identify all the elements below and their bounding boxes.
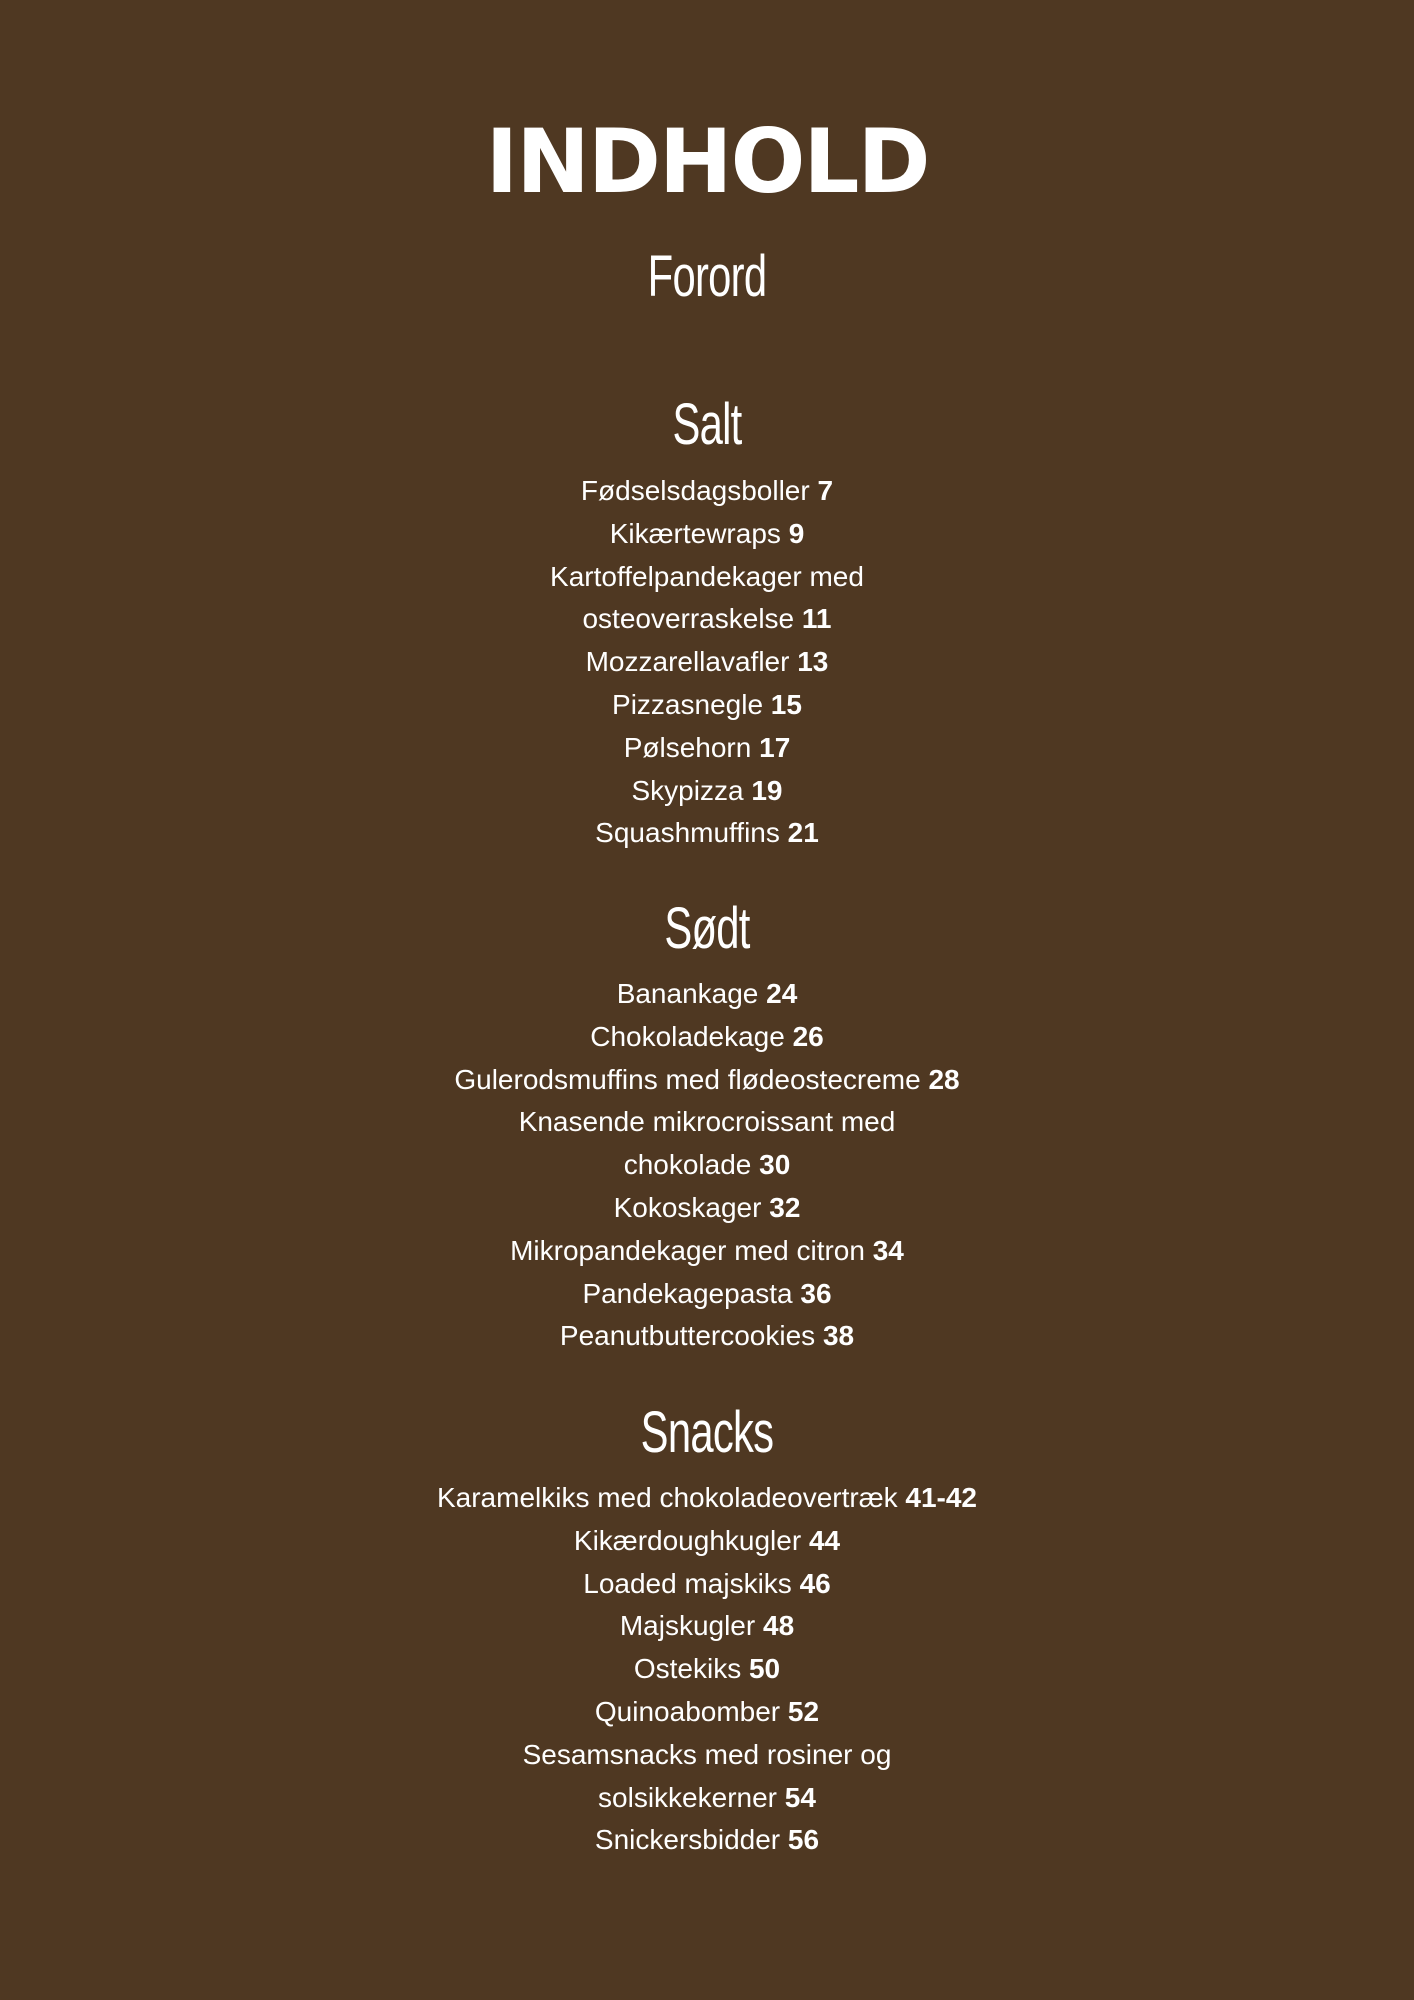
page-number: 32 [769, 1191, 801, 1223]
toc-entry-line [0, 1187, 1414, 1230]
section-heading-salt: Salt [672, 392, 742, 457]
recipe-title: chokolade [623, 1149, 752, 1181]
recipe-title: Majskugler [619, 1610, 756, 1642]
recipe-title: Sesamsnacks med rosiner og [522, 1738, 892, 1770]
toc-entry-line [0, 1520, 1414, 1563]
toc-entry-line [0, 1777, 1414, 1820]
snacks-recipe-list [0, 1477, 1414, 1862]
page-number: 54 [784, 1781, 816, 1813]
recipe-title: Pandekagepasta [582, 1277, 793, 1309]
toc-entry-line [0, 1691, 1414, 1734]
toc-entry-line [0, 1101, 1414, 1144]
page-number: 56 [787, 1824, 820, 1856]
toc-entry-line [0, 1477, 1414, 1520]
page-number: 17 [759, 731, 791, 763]
page-number: 41-42 [905, 1482, 978, 1513]
recipe-title: Peanutbuttercookies [559, 1320, 816, 1352]
recipe-title: Kikærdoughkugler [573, 1524, 802, 1556]
page-number: 38 [822, 1320, 855, 1352]
section-heading-snacks: Snacks [640, 1400, 774, 1465]
page-number: 13 [797, 646, 829, 678]
page-number: 19 [751, 774, 783, 806]
recipe-title: Mozzarellavafler [585, 646, 790, 678]
toc-entry-line [0, 1563, 1414, 1606]
toc-entry-line [0, 1230, 1414, 1273]
page-number: 52 [787, 1695, 820, 1727]
toc-entry-line [0, 556, 1414, 599]
recipe-title: Loaded majskiks [583, 1567, 792, 1599]
toc-entry-line [0, 1605, 1414, 1648]
page-number: 48 [763, 1610, 795, 1642]
recipe-title: Kartoffelpandekager med [550, 560, 864, 592]
page-number: 15 [770, 688, 802, 720]
toc-entry-line [0, 1273, 1414, 1316]
recipe-title: Ostekiks [633, 1653, 742, 1685]
page-number: 44 [808, 1524, 841, 1556]
toc-entry-line [0, 1315, 1414, 1358]
recipe-title: Chokoladekage [590, 1020, 785, 1052]
recipe-title: Snickersbidder [594, 1824, 781, 1856]
toc-entry-line [0, 1144, 1414, 1187]
page-number: 36 [800, 1277, 832, 1309]
sodt-recipe-list [0, 973, 1414, 1358]
toc-entry-line [0, 812, 1414, 855]
recipe-title: Squashmuffins [595, 817, 780, 849]
page-number: 34 [872, 1234, 904, 1266]
toc-entry-line [0, 1648, 1414, 1691]
page-title: INDHOLD [485, 110, 929, 213]
page-number: 28 [928, 1063, 960, 1095]
recipe-title: solsikkekerner [598, 1781, 777, 1813]
recipe-title: Kokoskager [613, 1191, 762, 1223]
toc-entry-line [0, 727, 1414, 770]
toc-entry-line [0, 1016, 1414, 1059]
page-number: 26 [792, 1020, 824, 1052]
recipe-title: Pølsehorn [623, 731, 752, 763]
salt-recipe-list [0, 470, 1414, 855]
page-number: 21 [787, 817, 819, 849]
page-number: 46 [799, 1567, 831, 1599]
toc-entry-line [0, 641, 1414, 684]
page-number: 30 [759, 1149, 791, 1181]
toc-entry-line [0, 1734, 1414, 1777]
recipe-title: Gulerodsmuffins med flødeostecreme [454, 1063, 921, 1095]
toc-entry-line [0, 513, 1414, 556]
toc-entry-line [0, 598, 1414, 641]
section-heading-forord: Forord [647, 244, 767, 309]
recipe-title: Kikærtewraps [609, 517, 781, 549]
toc-entry-line [0, 1819, 1414, 1862]
recipe-title: osteoverraskelse [582, 603, 795, 635]
toc-entry-line [0, 770, 1414, 813]
recipe-title: Quinoabomber [594, 1695, 781, 1727]
recipe-title: Mikropandekager med citron [510, 1234, 865, 1266]
page-number: 9 [788, 517, 805, 549]
page-number: 11 [801, 603, 832, 635]
section-heading-sodt: Sødt [664, 896, 750, 961]
recipe-title: Banankage [616, 978, 759, 1009]
page-number: 7 [817, 475, 834, 506]
recipe-title: Skypizza [631, 774, 744, 806]
recipe-title: Pizzasnegle [612, 688, 764, 720]
page-number: 24 [766, 978, 798, 1009]
recipe-title: Fødselsdagsboller [580, 475, 810, 506]
toc-entry-line [0, 470, 1414, 513]
toc-entry-line [0, 973, 1414, 1016]
recipe-title: Karamelkiks med chokoladeovertræk [436, 1482, 898, 1513]
toc-entry-line [0, 684, 1414, 727]
page-number: 50 [748, 1653, 781, 1685]
recipe-title: Knasende mikrocroissant med [518, 1106, 896, 1138]
toc-entry-line [0, 1059, 1414, 1102]
